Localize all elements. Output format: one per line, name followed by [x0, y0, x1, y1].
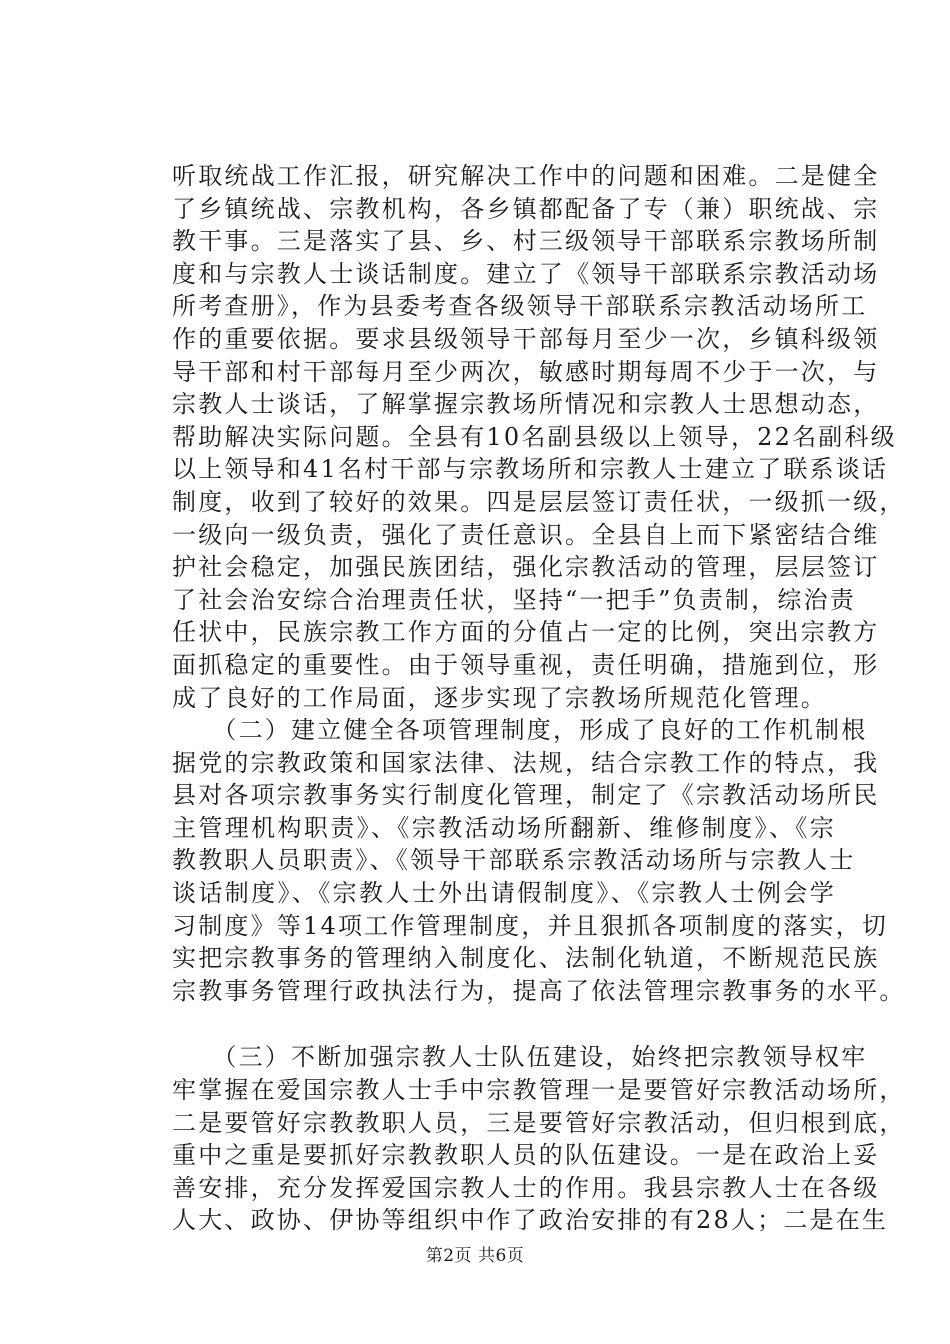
- text-line: 以上领导和41名村干部与宗教场所和宗教人士建立了联系谈话: [172, 455, 889, 484]
- text-line: 宗教事务管理行政执法行为，提高了依法管理宗教事务的水平。: [172, 976, 906, 1005]
- text-line: 任状中，民族宗教工作方面的分值占一定的比例，突出宗教方: [172, 618, 880, 647]
- document-body: [172, 160, 906, 1237]
- text-line: 制度，收到了较好的效果。四是层层签订责任状，一级抓一级，: [172, 487, 906, 516]
- text-line: 二是要管好宗教教职人员，三是要管好宗教活动，但归根到底，: [172, 1108, 906, 1137]
- text-line: 重中之重是要抓好宗教教职人员的队伍建设。一是在政治上妥: [172, 1141, 880, 1170]
- text-line: 据党的宗教政策和国家法律、法规，结合宗教工作的特点，我: [172, 748, 880, 777]
- paragraph-gap: [172, 1007, 836, 1041]
- text-line: 宗教人士谈话，了解掌握宗教场所情况和宗教人士思想动态，: [172, 390, 880, 419]
- paragraph-3: [172, 1041, 906, 1237]
- text-line: 教教职人员职责》、《领导干部联系宗教活动场所与宗教人士: [172, 846, 856, 875]
- text-line: 面抓稳定的重要性。由于领导重视，责任明确，措施到位，形: [172, 650, 880, 679]
- text-line: 县对各项宗教事务实行制度化管理，制定了《宗教活动场所民: [172, 781, 880, 810]
- text-line: （二）建立健全各项管理制度，形成了良好的工作机制根: [172, 716, 868, 745]
- text-line: 作的重要依据。要求县级领导干部每月至少一次，乡镇科级领: [172, 324, 880, 353]
- text-line: 谈话制度》、《宗教人士外出请假制度》、《宗教人士例会学: [172, 879, 836, 908]
- text-line: （三）不断加强宗教人士队伍建设，始终把宗教领导权牢: [172, 1043, 868, 1072]
- page-number: 第2页 共6页: [425, 1246, 525, 1266]
- text-line: 习制度》等14项工作管理制度，并且狠抓各项制度的落实，切: [172, 911, 889, 940]
- text-line: 教干事。三是落实了县、乡、村三级领导干部联系宗教场所制: [172, 227, 880, 256]
- text-line: 善安排，充分发挥爱国宗教人士的作用。我县宗教人士在各级: [172, 1173, 880, 1202]
- text-line: 护社会稳定，加强民族团结，强化宗教活动的管理，层层签订: [172, 553, 880, 582]
- text-line: 牢掌握在爱国宗教人士手中宗教管理一是要管好宗教活动场所，: [172, 1076, 906, 1105]
- text-line: 了乡镇统战、宗教机构，各乡镇都配备了专（兼）职统战、宗: [172, 194, 880, 223]
- text-line: 听取统战工作汇报，研究解决工作中的问题和困难。二是健全: [172, 162, 880, 190]
- paragraph-1: [172, 160, 906, 714]
- paragraph-2: [172, 714, 906, 1007]
- text-line: 人大、政协、伊协等组织中作了政治安排的有28人；二是在生: [172, 1206, 889, 1235]
- text-line: 实把宗教事务的管理纳入制度化、法制化轨道，不断规范民族: [172, 944, 880, 973]
- text-line: 度和与宗教人士谈话制度。建立了《领导干部联系宗教活动场: [172, 259, 880, 288]
- text-line: 帮助解决实际问题。全县有10名副县级以上领导，22名副科级: [172, 422, 897, 451]
- text-line: 所考查册》，作为县委考查各级领导干部联系宗教活动场所工: [172, 292, 868, 321]
- text-line: 导干部和村干部每月至少两次，敏感时期每周不少于一次，与: [172, 357, 880, 386]
- page-footer: [0, 1241, 950, 1266]
- text-line: 一级向一级负责，强化了责任意识。全县自上而下紧密结合维: [172, 520, 880, 549]
- text-line: 主管理机构职责》、《宗教活动场所翻新、维修制度》、《宗: [172, 813, 836, 842]
- text-line: 了社会治安综合治理责任状，坚持“一把手”负责制，综治责: [172, 585, 856, 614]
- text-line: 成了良好的工作局面，逐步实现了宗教场所规范化管理。: [172, 683, 827, 712]
